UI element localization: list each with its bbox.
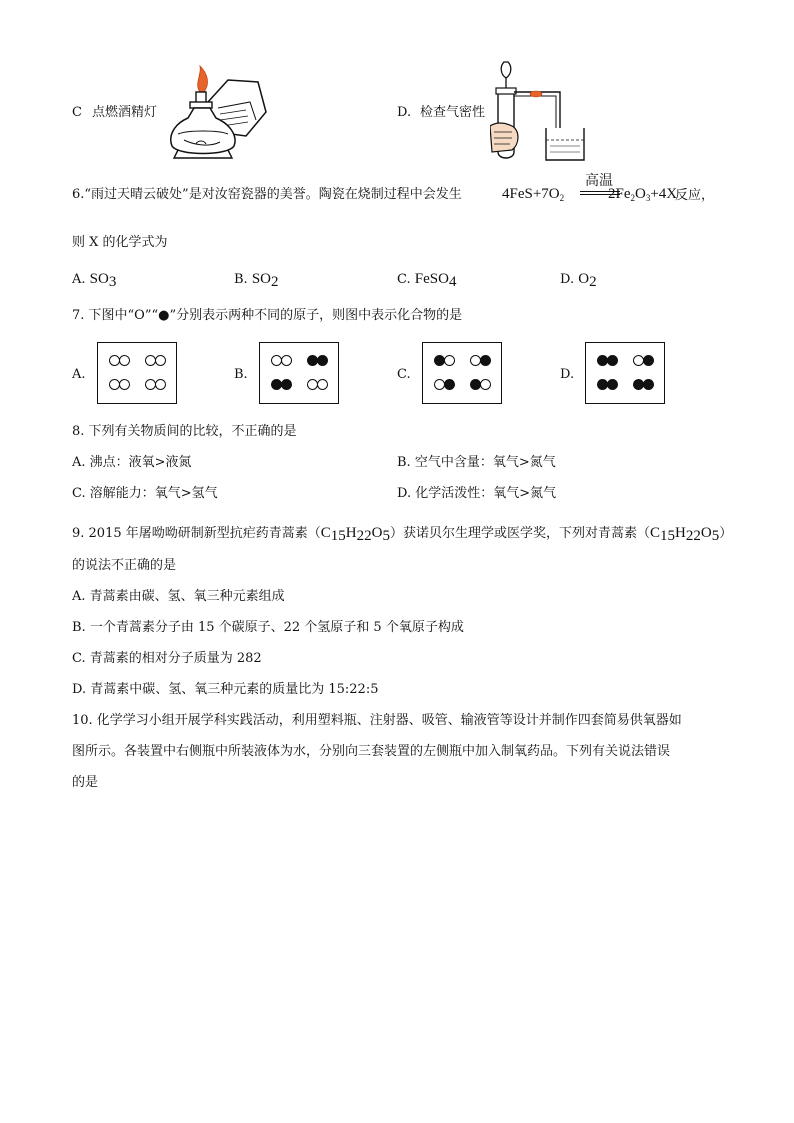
q7-option-c-letter: C. <box>397 367 411 382</box>
white-atom <box>317 379 328 390</box>
q8-stem: 8. 下列有关物质间的比较，不正确的是 <box>72 424 297 439</box>
white-atom <box>281 355 292 366</box>
formula-h: H <box>345 525 357 541</box>
eq-rhs-c: +4X <box>650 186 678 202</box>
white-atom <box>119 355 130 366</box>
molecule <box>597 379 619 391</box>
q9-option-d: D. 青蒿素中碳、氢、氧三种元素的质量比为 15:22:5 <box>72 682 379 697</box>
molecule <box>271 355 293 367</box>
option-letter: A. <box>72 272 86 287</box>
option-letter: D. <box>560 272 575 287</box>
q9-option-b: B. 一个青蒿素分子由 15 个碳原子、22 个氢原子和 5 个氧原子构成 <box>72 620 464 635</box>
molecule <box>271 379 293 391</box>
eq-rhs-sub2: 3 <box>645 193 651 203</box>
q9-stem-close: ） <box>719 526 733 541</box>
q8-option-a: A. 沸点：液氧>液氮 <box>72 455 192 470</box>
formula-o-sub-2: 5 <box>711 528 720 544</box>
molecule <box>145 379 167 391</box>
black-atom <box>281 379 292 390</box>
q6-option-a <box>72 270 116 289</box>
molecule <box>470 379 492 391</box>
molecule <box>109 355 131 367</box>
q9-stem-line1 <box>72 524 732 543</box>
black-atom <box>444 379 455 390</box>
q5-option-d-letter: D. <box>397 105 412 120</box>
q9-stem-mid: ）获诺贝尔生理学或医学奖，下列对青蒿素（ <box>389 526 650 541</box>
q7-option-a-box <box>97 342 177 404</box>
molecule <box>434 379 456 391</box>
molecule <box>109 379 131 391</box>
option-formula-sub: 2 <box>589 274 597 290</box>
q5-option-c-letter: C <box>72 105 82 120</box>
q7-option-d-letter: D. <box>560 367 575 382</box>
white-atom <box>155 355 166 366</box>
q10-line-3: 的是 <box>72 775 99 790</box>
formula-h-sub-2: 22 <box>685 528 701 544</box>
eq-rhs-b: O <box>635 186 646 202</box>
formula-c: C <box>320 525 331 541</box>
formula-c-sub-2: 15 <box>660 528 675 544</box>
formula-o-2: O <box>700 525 712 541</box>
formula-o: O <box>371 525 383 541</box>
q9-stem-pre: 9. 2015 年屠呦呦研制新型抗疟药青蒿素（ <box>72 526 321 541</box>
black-atom <box>643 355 654 366</box>
molecule <box>470 355 492 367</box>
q10-line-2: 图所示。各装置中右侧瓶中所装液体为水，分别向三套装置的左侧瓶中加入制氧药品。下列有关说法错误 <box>72 744 671 759</box>
black-atom <box>607 355 618 366</box>
eq-lhs-sub: 2 <box>559 193 565 203</box>
option-letter: C. <box>397 272 411 287</box>
molecule <box>633 355 655 367</box>
option-formula-sub: 2 <box>271 274 279 290</box>
formula-o-sub: 5 <box>382 528 390 544</box>
white-atom <box>480 379 491 390</box>
option-formula: FeSO <box>414 271 449 287</box>
q6-stem-1: 6.“雨过天晴云破处”是对汝窑瓷器的美誉。陶瓷在烧制过程中会发生 <box>72 187 462 202</box>
q7-option-d-box <box>585 342 665 404</box>
q8-option-b: B. 空气中含量：氧气>氮气 <box>397 455 556 470</box>
molecule <box>633 379 655 391</box>
q6-option-b <box>234 270 279 289</box>
q6-option-c <box>397 270 456 289</box>
q8-option-c: C. 溶解能力：氧气>氢气 <box>72 486 218 501</box>
formula-h-sub: 22 <box>356 528 372 544</box>
black-atom <box>480 355 491 366</box>
option-letter: B. <box>234 272 248 287</box>
q7-option-b-box <box>259 342 339 404</box>
option-formula-sub: 4 <box>448 274 457 290</box>
option-formula: SO <box>251 271 272 287</box>
q5-option-d-text: 检查气密性 <box>420 105 486 120</box>
q6-stem-2: 反应， <box>675 188 715 203</box>
q5-option-c-text: 点燃酒精灯 <box>92 105 158 120</box>
q7-stem: 7. 下图中“O”“●”分别表示两种不同的原子，则图中表示化合物的是 <box>72 308 463 323</box>
q7-option-c-box <box>422 342 502 404</box>
alcohol-lamp-figure <box>158 62 270 160</box>
black-atom <box>317 355 328 366</box>
q7-option-b-letter: B. <box>234 367 248 382</box>
molecule <box>307 379 329 391</box>
q9-option-c: C. 青蒿素的相对分子质量为 282 <box>72 651 262 666</box>
formula-h-2: H <box>675 525 686 541</box>
option-formula: O <box>578 271 590 287</box>
molecule <box>307 355 329 367</box>
q6-option-d <box>560 270 597 289</box>
q7-option-a-letter: A. <box>72 367 86 382</box>
option-formula: SO <box>89 271 109 287</box>
q10-line-1: 10. 化学学习小组开展学科实践活动，利用塑料瓶、注射器、吸管、输液管等设计并制作四套简易供氧器如 <box>72 713 682 728</box>
white-atom <box>119 379 130 390</box>
formula-c-2: C <box>649 525 660 541</box>
white-atom <box>444 355 455 366</box>
molecule <box>597 355 619 367</box>
q9-option-a: A. 青蒿素由碳、氢、氧三种元素组成 <box>72 589 285 604</box>
formula-c-sub: 15 <box>330 528 346 544</box>
black-atom <box>607 379 618 390</box>
black-atom <box>643 379 654 390</box>
eq-condition: 高温 <box>585 173 613 189</box>
q6-stem-3: 则 X 的化学式为 <box>72 235 168 250</box>
eq-rhs-a: 2Fe <box>608 186 631 202</box>
white-atom <box>155 379 166 390</box>
airtightness-check-figure <box>490 60 598 164</box>
option-formula-sub: 3 <box>108 274 117 290</box>
eq-lhs: 4FeS+7O <box>502 186 560 202</box>
eq-rhs-sub1: 2 <box>630 193 635 203</box>
molecule <box>434 355 456 367</box>
q8-option-d: D. 化学活泼性：氧气>氮气 <box>397 486 557 501</box>
molecule <box>145 355 167 367</box>
q9-stem-line2: 的说法不正确的是 <box>72 558 177 573</box>
